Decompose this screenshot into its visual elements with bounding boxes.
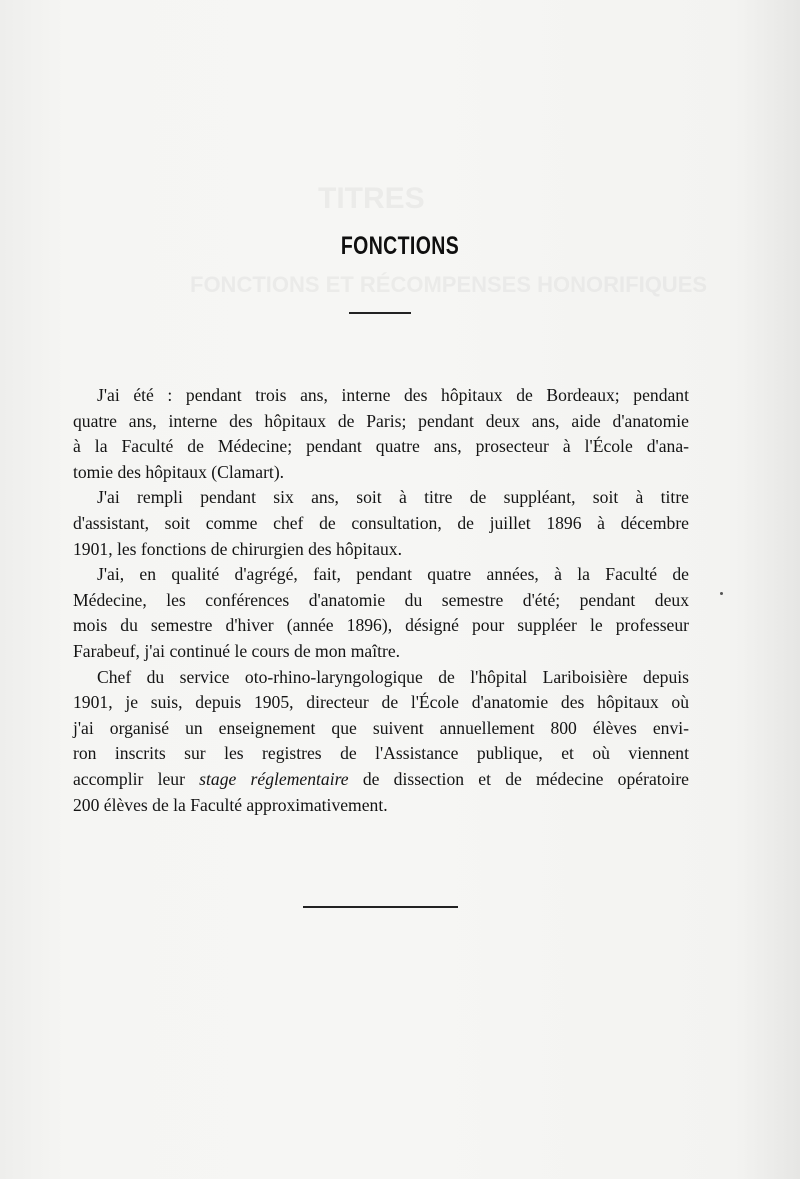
text-line: 1901, les fonctions de chirurgien des hôpitaux. [73,538,403,559]
text-line: 200 élèves de la Faculté approximativement. [73,794,388,815]
paragraph-3 [73,562,689,664]
text-line-mixed [73,767,689,793]
text-line: J'ai rempli pendant six ans, soit à titre de suppléant, soit à titre [97,487,689,508]
text-line: mois du semestre d'hiver (année 1896), désigné pour suppléer le professeur [73,615,689,636]
text-line: j'ai organisé un enseignement que suivent annuellement 800 élèves envi- [73,717,689,738]
text-line: J'ai été : pendant trois ans, interne des hôpitaux de Bordeaux; pendant [97,385,689,405]
text-line: J'ai, en qualité d'agrégé, fait, pendant quatre années, à la Faculté de [97,564,689,585]
text-line: d'assistant, soit comme chef de consultation, de juillet 1896 à décembre [73,512,689,533]
closing-rule [303,906,458,908]
italic-phrase: stage réglementaire [199,768,349,789]
text-line: à la Faculté de Médecine; pendant quatre ans, prosecteur à l'École d'ana- [73,436,689,457]
ink-speck [720,592,723,595]
text-segment: accomplir leur [73,768,200,789]
text-segment: de dissection et de médecine opératoire [348,768,689,789]
paragraph-4 [73,665,689,819]
text-line: Farabeuf, j'ai continué le cours de mon maître. [73,640,401,661]
page-title: FONCTIONS [340,232,460,260]
paragraph-1 [73,383,689,485]
body-text [73,383,689,818]
text-line: Chef du service oto-rhino-laryngologique de l'hôpital Lariboisière depuis [97,666,689,687]
document-page: TITRES FONCTIONS ET RÉCOMPENSES HONORIFIQUES FONCTIONS J'ai été : pendant trois ans, interne des hôpitaux de Bordeaux; pendant quatre ans, interne des hôpitaux de Paris; pendant deux ans, aide d'anatomie à la Faculté de Médecine; pendant quatre ans, prosecteur à l'École d'ana- tomie des hôpitaux (Clamart). J'ai rempli pendant six ans, soit à titre de suppléant, soit à titre d'assistant, soit comme chef de consultation, de juillet 1896 à décembre 1901, les fonctions de chirurgien des hôpitaux. J'ai, en qualité d'agrégé, fait, pendant quatre années, à la Faculté de Médecine, les conférences d'anatomie du semestre d'été; pendant deux mois du semestre d'hiver (année 1896), désigné pour suppléer le professeur Farabeuf, j'ai continué le cours de mon maître. Chef du service oto-rhino-laryngologique de l'hôpital Lariboisière depuis 1901, je suis, depuis 1905, directeur de l'École d'anatomie des hôpitaux où j'ai organisé un enseignement que suivent annuellement 800 élèves envi- ron inscrits sur les registres de l'Assistance publique, et où viennent accomplir leur stage réglementaire de dissection et de médecine opératoire 200 élèves de la Faculté approximativement. [0,0,800,1179]
text-line: 1901, je suis, depuis 1905, directeur de l'École d'anatomie des hôpitaux où [73,692,689,713]
text-line: quatre ans, interne des hôpitaux de Paris; pendant deux ans, aide d'anatomie [73,410,689,431]
text-line: Médecine, les conférences d'anatomie du semestre d'été; pendant deux [73,589,689,610]
text-line: ron inscrits sur les registres de l'Assistance publique, et où viennent [73,743,689,764]
text-line: tomie des hôpitaux (Clamart). [73,461,285,482]
paragraph-2 [73,485,689,562]
title-rule [349,312,411,314]
